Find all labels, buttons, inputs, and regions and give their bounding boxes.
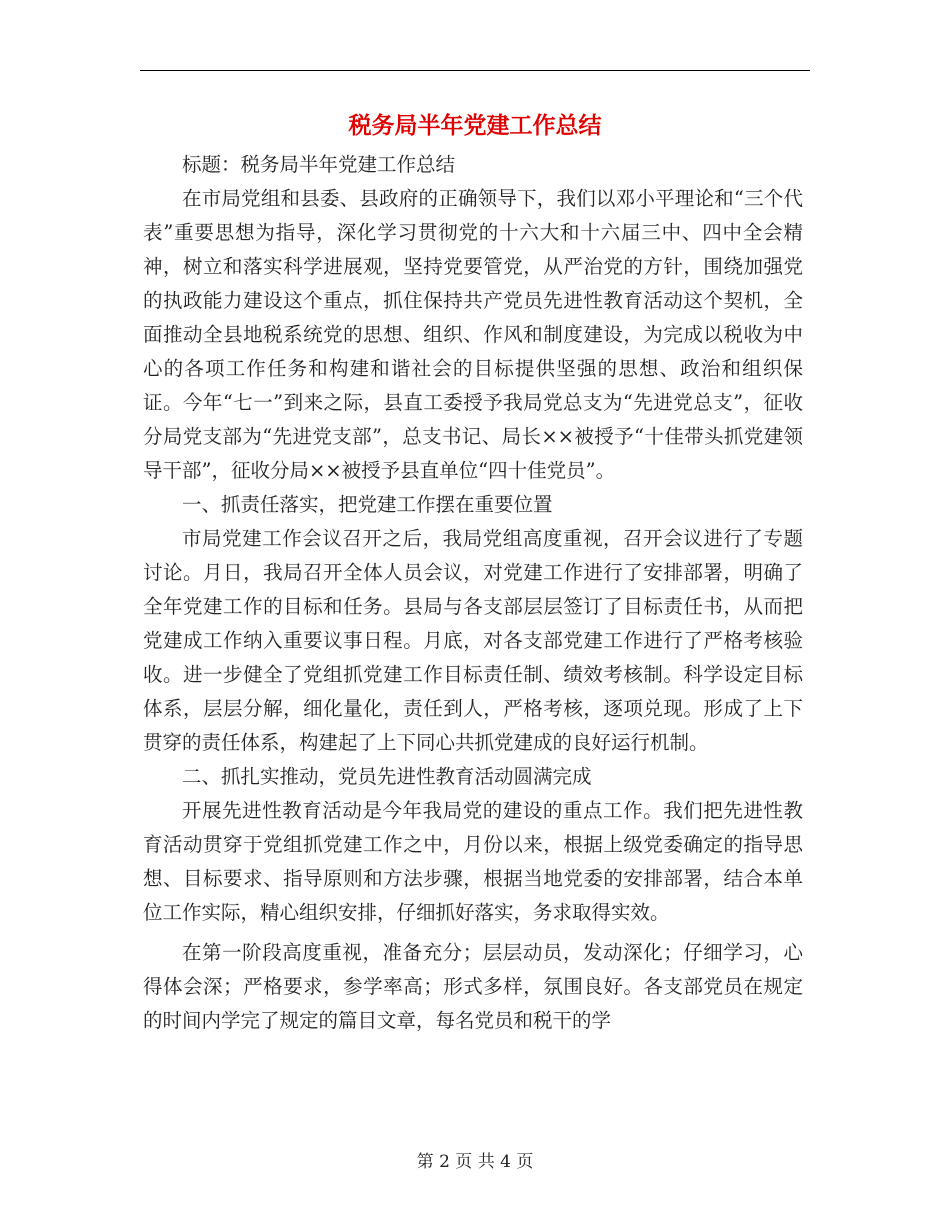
page-number-footer: 第 2 页 共 4 页 (416, 1152, 534, 1172)
section-heading-2: 二、抓扎实推动，党员先进性教育活动圆满完成 (182, 765, 592, 788)
document-title: 税务局半年党建工作总结 (348, 112, 602, 139)
document-body (143, 148, 803, 1038)
header-rule (140, 70, 810, 71)
section-1-paragraph: 市局党建工作会议召开之后，我局党组高度重视，召开会议进行了专题讨论。月日，我局召开全体人员会议，对党建工作进行了安排部署，明确了全年党建工作的目标和任务。县局与各支部层层签订了目标责任书，从而把党建成工作纳入重要议事日程。月底，对各支部党建工作进行了严格考核验收。进一步健全了党组抓党建工作目标责任制、绩效考核制。科学设定目标体系，层层分解，细化量化，责任到人，严格考核，逐项兑现。形成了上下贯穿的责任体系，构建起了上下同心共抓党建成的良好运行机制。 (143, 527, 803, 754)
subject-line: 标题：税务局半年党建工作总结 (182, 153, 456, 176)
section-2-paragraph: 开展先进性教育活动是今年我局党的建设的重点工作。我们把先进性教育活动贯穿于党组抓党建工作之中，月份以来，根据上级党委确定的指导思想、目标要求、指导原则和方法步骤，根据当地党委的安排部署，结合本单位工作实际，精心组织安排，仔细抓好落实，务求取得实效。 (143, 799, 803, 924)
section-2-paragraph-continued: 在第一阶段高度重视，准备充分；层层动员，发动深化；仔细学习，心得体会深；严格要求，参学率高；形式多样，氛围良好。各支部党员在规定的时间内学完了规定的篇目文章，每名党员和税干的学 (143, 941, 803, 1032)
intro-paragraph: 在市局党组和县委、县政府的正确领导下，我们以邓小平理论和“三个代表”重要思想为指导，深化学习贯彻党的十六大和十六届三中、四中全会精神，树立和落实科学进展观，坚持党要管党，从严治党的方针，围绕加强党的执政能力建设这个重点，抓住保持共产党员先进性教育活动这个契机，全面推动全县地税系统党的思想、组织、作风和制度建设，为完成以税收为中心的各项工作任务和构建和谐社会的目标提供坚强的思想、政治和组织保证。今年“七一”到来之际，县直工委授予我局党总支为“先进党总支”，征收分局党支部为“先进党支部”，总支书记、局长××被授予“十佳带头抓党建领导干部”，征收分局××被授予县直单位“四十佳党员”。 (143, 187, 803, 482)
section-heading-1: 一、抓责任落实，把党建工作摆在重要位置 (182, 493, 553, 516)
